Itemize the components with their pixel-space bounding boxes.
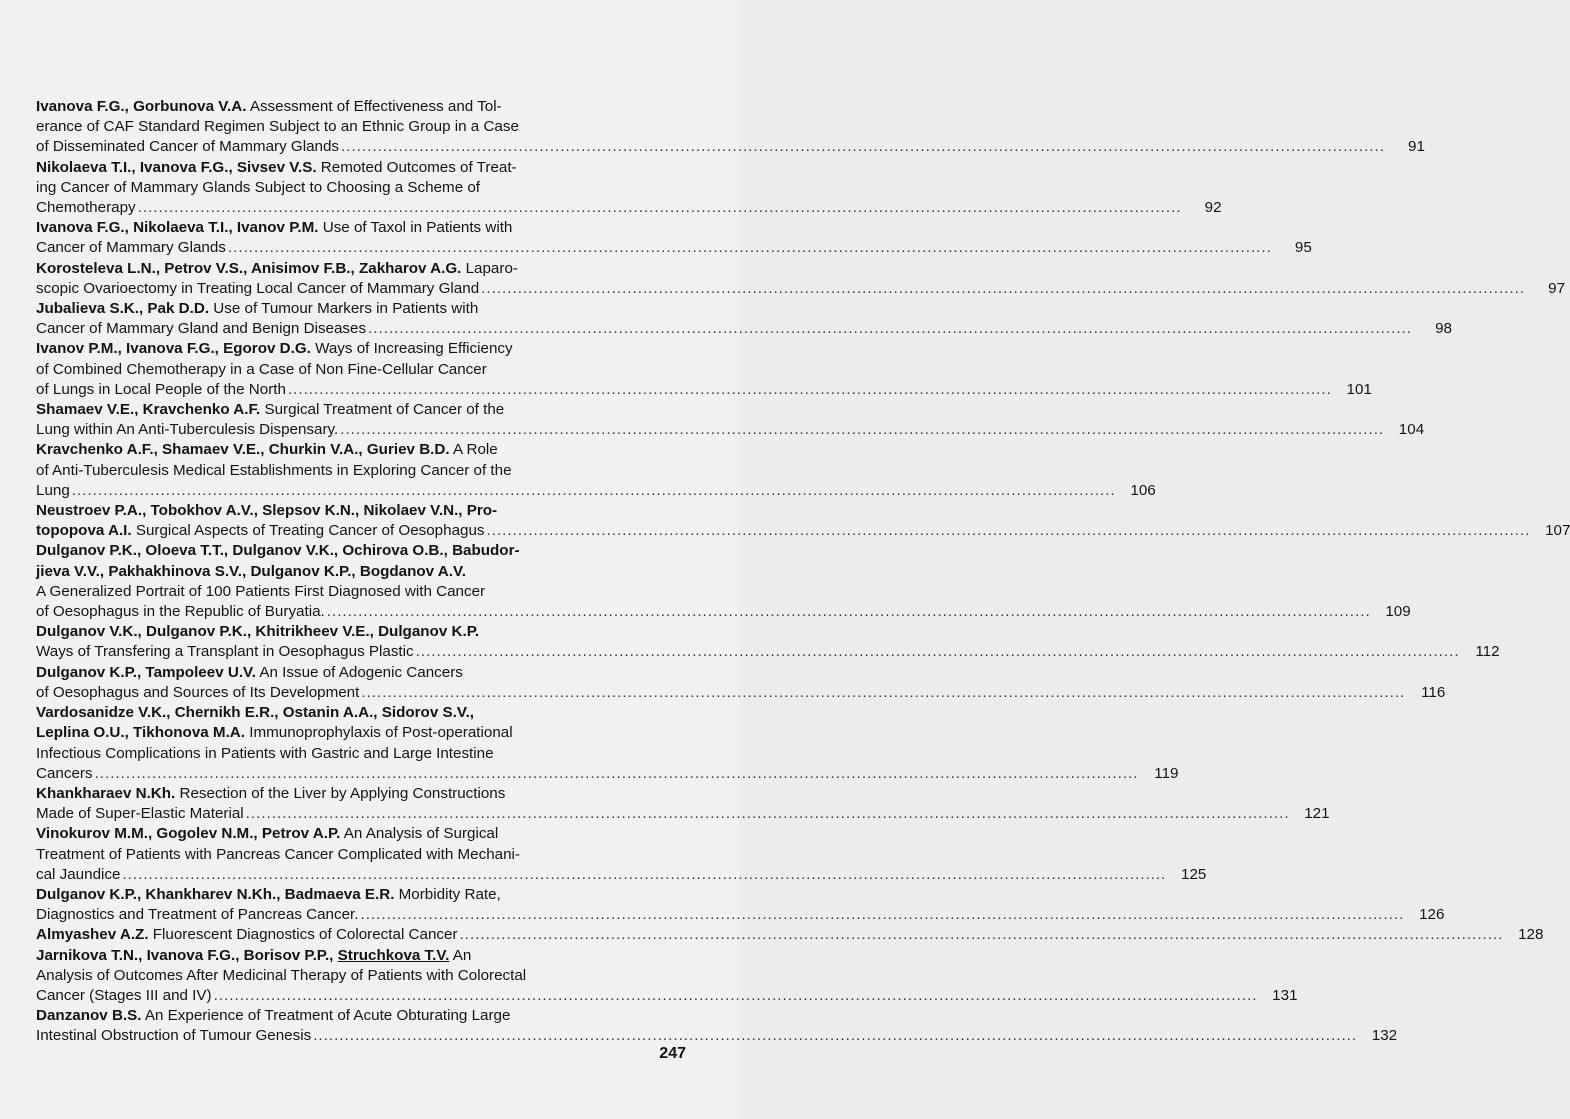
toc-entry-line <box>36 198 1222 218</box>
toc-entry-text: Nikolaeva T.I., Ivanova F.G., Sivsev V.S. Remoted Outcomes of Treat- <box>36 158 517 176</box>
toc-entry-line <box>36 400 686 420</box>
toc-entry-text: Cancers <box>36 764 93 782</box>
dot-leader <box>341 137 1385 157</box>
toc-entry-text: Infectious Complications in Patients with Gastric and Large Intestine <box>36 744 494 762</box>
toc-entry-line <box>36 845 686 865</box>
toc-entry-text: Jubalieva S.K., Pak D.D. Use of Tumour Markers in Patients with <box>36 300 479 318</box>
dot-leader <box>487 521 1531 541</box>
toc-entry-line <box>36 117 686 137</box>
toc-entry-line <box>36 501 686 521</box>
toc-page-number: 119 <box>1154 764 1179 782</box>
toc-entry <box>36 824 1207 885</box>
toc-entry-line <box>36 602 1411 622</box>
toc-entry-text: cal Jaundice <box>36 865 121 883</box>
toc-entry <box>36 97 1425 158</box>
toc-entry-line <box>36 461 686 481</box>
toc-page-number: 106 <box>1130 481 1156 499</box>
dot-leader <box>138 198 1182 218</box>
toc-entry <box>36 259 1566 299</box>
toc-entry-text: Cancer of Mammary Gland and Benign Diseases <box>36 320 367 338</box>
toc-entry-line <box>36 1026 1398 1046</box>
toc-page-number: 98 <box>1435 320 1452 338</box>
toc-entry-line <box>36 582 686 602</box>
toc-entry <box>36 622 1500 662</box>
toc-entry-text: Dulganov V.K., Dulganov P.K., Khitrikheev V.E., Dulganov K.P. <box>36 623 480 641</box>
toc-entry-text: Cancer (Stages III and IV) <box>36 986 212 1004</box>
toc-entry-line <box>36 663 686 683</box>
toc-entry-line <box>36 925 1544 945</box>
toc-entry <box>36 925 1544 945</box>
dot-leader <box>214 986 1258 1006</box>
toc-entry-line <box>36 885 686 905</box>
toc-entry <box>36 946 1298 1007</box>
toc-page-number: 131 <box>1272 986 1298 1004</box>
toc-entry <box>36 885 1445 925</box>
toc-entry-line <box>36 97 686 117</box>
toc-entry <box>36 400 1425 440</box>
toc-entry-line <box>36 683 1446 703</box>
toc-entry <box>36 703 1179 784</box>
toc-entry <box>36 218 1312 258</box>
dot-leader <box>368 319 1412 339</box>
toc-entry-line <box>36 259 686 279</box>
dot-leader <box>228 238 1272 258</box>
toc-entry-text: of Lungs in Local People of the North <box>36 380 286 398</box>
toc-entry-line <box>36 744 686 764</box>
toc-entry-text: Cancer of Mammary Glands <box>36 239 226 257</box>
toc-entry-line <box>36 380 1372 400</box>
toc-entry-line <box>36 622 686 642</box>
toc-page-number: 101 <box>1346 380 1372 398</box>
toc-entry <box>36 784 1330 824</box>
toc-entry-text: A Generalized Portrait of 100 Patients First Diagnosed with Cancer <box>36 582 486 600</box>
dot-leader <box>246 804 1290 824</box>
toc-page-number: 132 <box>1371 1027 1398 1045</box>
toc-entry-line <box>36 339 686 359</box>
toc-entry <box>36 339 1372 400</box>
toc-entry-text: Korosteleva L.N., Petrov V.S., Anisimov F.B., Zakharov A.G. Laparo- <box>36 259 518 277</box>
dot-leader <box>481 279 1525 299</box>
toc-entry-text: jieva V.V., Pakhakhinova S.V., Dulganov K.P., Bogdanov A.V. <box>36 562 466 580</box>
dot-leader <box>122 865 1166 885</box>
toc-entry-line <box>36 420 1425 440</box>
dot-leader <box>460 925 1504 945</box>
toc-entry-line <box>36 784 686 804</box>
toc-entry-line <box>36 824 686 844</box>
toc-entry-line <box>36 299 686 319</box>
toc-entry-text: Dulganov K.P., Tampoleev U.V. An Issue of Adogenic Cancers <box>36 663 463 681</box>
toc-page-number: 126 <box>1419 906 1445 924</box>
toc-entry-text: Leplina O.U., Tikhonova M.A. Immunoprophylaxis of Post-operational <box>36 724 513 742</box>
dot-leader <box>95 764 1139 784</box>
toc-entry-line <box>36 481 1156 501</box>
toc-entry <box>36 663 1446 703</box>
toc-entry-text: scopic Ovarioectomy in Treating Local Cancer of Mammary Gland <box>36 279 480 297</box>
dot-leader <box>313 1026 1357 1046</box>
toc-entry-line <box>36 1006 686 1026</box>
toc-entry-text: Shamaev V.E., Kravchenko A.F. Surgical Treatment of Cancer of the <box>36 401 505 419</box>
toc-entry-line <box>36 440 686 460</box>
toc-entry-text: Lung <box>36 481 70 499</box>
toc-entry-line <box>36 178 686 198</box>
table-of-contents <box>36 97 1570 1047</box>
toc-entry-text: of Oesophagus in the Republic of Buryatia. <box>36 603 325 621</box>
page-number: 247 <box>659 1045 686 1062</box>
toc-entry-text: Made of Super-Elastic Material <box>36 805 244 823</box>
toc-entry-line <box>36 642 1500 662</box>
toc-entry-text: Ivanova F.G., Gorbunova V.A. Assessment of Effectiveness and Tol- <box>36 98 502 115</box>
toc-entry-text: Treatment of Patients with Pancreas Cancer Complicated with Mechani- <box>36 845 520 863</box>
toc-page-number: 112 <box>1475 643 1500 661</box>
toc-page-number: 121 <box>1304 805 1330 823</box>
toc-page-number: 109 <box>1385 603 1411 621</box>
toc-entry-text: Diagnostics and Treatment of Pancreas Cancer. <box>36 906 359 924</box>
toc-entry-line <box>36 319 1452 339</box>
toc-entry-text: of Anti-Tuberculesis Medical Establishments in Exploring Cancer of the <box>36 461 512 479</box>
toc-page-number: 128 <box>1518 926 1544 944</box>
toc-entry-text: topopova A.I. Surgical Aspects of Treating Cancer of Oesophagus <box>36 522 485 540</box>
toc-page-number: 125 <box>1181 865 1207 883</box>
toc-entry-text: of Combined Chemotherapy in a Case of Non Fine-Cellular Cancer <box>36 360 487 378</box>
toc-entry-text: Vardosanidze V.K., Chernikh E.R., Ostanin A.A., Sidorov S.V., <box>36 704 475 722</box>
toc-entry-text: Jarnikova T.N., Ivanova F.G., Borisov P.P., Struchkova T.V. An <box>36 946 472 964</box>
toc-entry-text: Dulganov K.P., Khankharev N.Kh., Badmaeva E.R. Morbidity Rate, <box>36 885 501 903</box>
toc-entry-line <box>36 905 1445 925</box>
toc-entry-text: Neustroev P.A., Tobokhov A.V., Slepsov K.N., Nikolaev V.N., Pro- <box>36 502 498 520</box>
toc-entry-text: Ivanova F.G., Nikolaeva T.I., Ivanov P.M. Use of Taxol in Patients with <box>36 219 513 237</box>
toc-entry-text: Ivanov P.M., Ivanova F.G., Egorov D.G. Ways of Increasing Efficiency <box>36 340 513 358</box>
toc-page-number: 116 <box>1421 683 1446 701</box>
toc-entry-text: ing Cancer of Mammary Glands Subject to Choosing a Scheme of <box>36 178 481 196</box>
dot-leader <box>360 905 1404 925</box>
toc-entry-text: Khankharaev N.Kh. Resection of the Liver by Applying Constructions <box>36 784 506 802</box>
toc-entry-text: Chemotherapy <box>36 199 136 217</box>
toc-entry <box>36 158 1222 219</box>
toc-entry-text: of Oesophagus and Sources of Its Development <box>36 683 360 701</box>
toc-entry-text: Vinokurov M.M., Gogolev N.M., Petrov A.P. An Analysis of Surgical <box>36 825 499 843</box>
toc-page-number: 107 <box>1545 522 1570 540</box>
toc-entry-text: Ways of Transfering a Transplant in Oesophagus Plastic <box>36 643 414 661</box>
toc-entry-text: of Disseminated Cancer of Mammary Glands <box>36 138 340 156</box>
dot-leader <box>416 642 1460 662</box>
dot-leader <box>327 602 1371 622</box>
toc-entry-line <box>36 279 1566 299</box>
toc-entry-line <box>36 703 686 723</box>
toc-entry-line <box>36 986 1298 1006</box>
toc-entry-line <box>36 218 686 238</box>
toc-entry-text: erance of CAF Standard Regimen Subject to an Ethnic Group in a Case <box>36 118 519 136</box>
toc-entry-line <box>36 238 1312 258</box>
toc-entry-line <box>36 764 1179 784</box>
toc-entry-line <box>36 521 1570 541</box>
dot-leader <box>340 420 1384 440</box>
toc-entry-line <box>36 946 686 966</box>
toc-entry-line <box>36 137 1425 157</box>
toc-page-number: 92 <box>1204 199 1222 217</box>
toc-entry-line <box>36 562 686 582</box>
toc-page-number: 91 <box>1408 138 1425 156</box>
toc-entry-line <box>36 865 1207 885</box>
toc-entry-text: Analysis of Outcomes After Medicinal Therapy of Patients with Colorectal <box>36 966 527 984</box>
toc-entry-text: Intestinal Obstruction of Tumour Genesis <box>36 1027 312 1045</box>
toc-entry-line <box>36 804 1330 824</box>
toc-entry <box>36 541 1411 622</box>
toc-entry-text: Danzanov B.S. An Experience of Treatment of Acute Obturating Large <box>36 1007 511 1025</box>
toc-entry-line <box>36 360 686 380</box>
toc-entry-text: Lung within An Anti-Tuberculesis Dispensary. <box>36 421 339 439</box>
toc-entry-line <box>36 541 686 561</box>
dot-leader <box>361 683 1405 703</box>
toc-entry-line <box>36 723 686 743</box>
toc-entry-text: Dulganov P.K., Oloeva T.T., Dulganov V.K., Ochirova O.B., Babudor- <box>36 542 520 560</box>
toc-page-number: 97 <box>1548 279 1566 297</box>
toc-entry-text: Kravchenko A.F., Shamaev V.E., Churkin V.A., Guriev B.D. A Role <box>36 441 498 459</box>
toc-entry <box>36 299 1452 339</box>
toc-page-number: 104 <box>1398 421 1425 439</box>
toc-entry-line <box>36 158 686 178</box>
toc-entry-line <box>36 966 686 986</box>
dot-leader <box>288 380 1332 400</box>
toc-entry <box>36 1006 1398 1046</box>
toc-page-number: 95 <box>1294 239 1312 257</box>
toc-entry <box>36 440 1156 501</box>
toc-entry-text: Almyashev A.Z. Fluorescent Diagnostics of Colorectal Cancer <box>36 926 458 944</box>
dot-leader <box>72 481 1116 501</box>
toc-entry <box>36 501 1570 541</box>
